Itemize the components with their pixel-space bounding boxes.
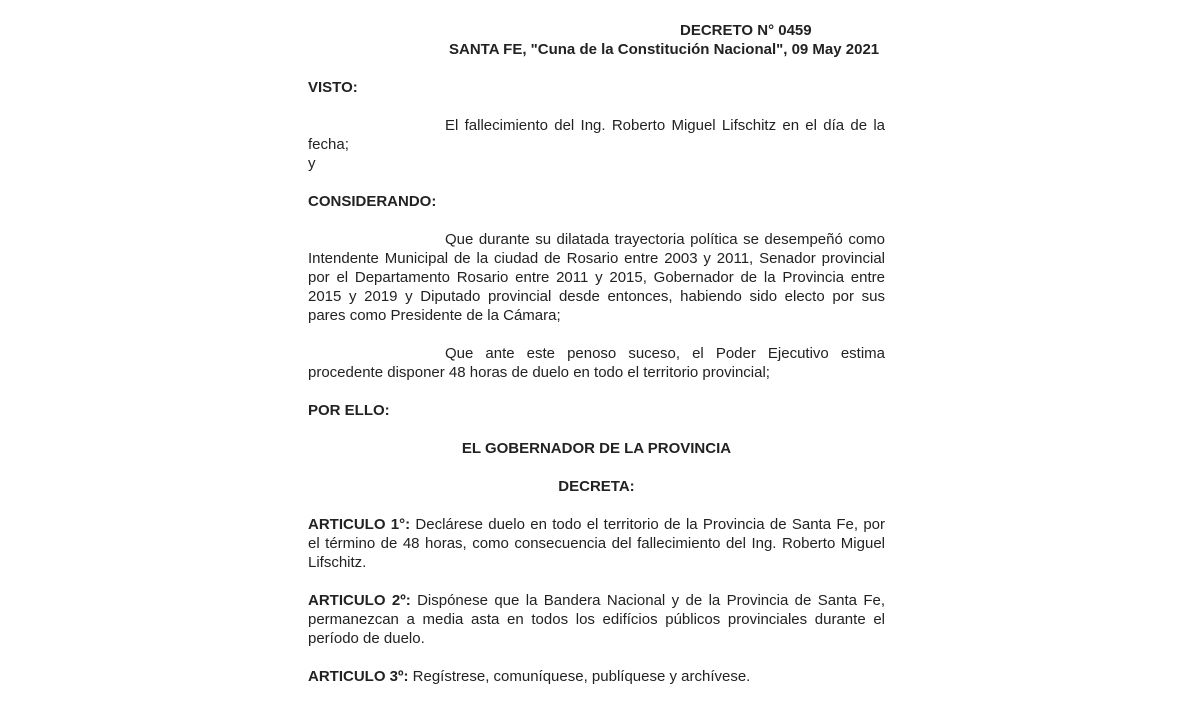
- decree-header: [308, 21, 885, 59]
- article-1-label: ARTICULO 1°:: [308, 516, 411, 533]
- decreta-heading: DECRETA:: [558, 478, 635, 495]
- article-3-paragraph: [308, 667, 885, 686]
- decree-place-date-line: SANTA FE, "Cuna de la Constitución Nacional", 09 May 2021: [449, 41, 880, 58]
- considerando-paragraph-2: Que ante este penoso suceso, el Poder Ejecutivo estima procedente disponer 48 horas de duelo en todo el territorio provincial;: [308, 345, 885, 381]
- article-3-text: Regístrese, comuníquese, publíquese y archívese.: [412, 668, 751, 685]
- article-1-text: Declárese duelo en todo el territorio de la Provincia de Santa Fe, por el término de 48 horas, como consecuencia del fallecimiento del Ing. Roberto Miguel Lifschitz.: [308, 516, 886, 571]
- article-2-text: Dispónese que la Bandera Nacional y de la Provincia de Santa Fe, permanezcan a media asta en todos los edifícios públicos provinciales durante el período de duelo.: [308, 592, 885, 647]
- visto-continuation: y: [308, 155, 316, 172]
- considerando-paragraph-1: Que durante su dilatada trayectoria política se desempeñó como Intendente Municipal de la ciudad de Rosario entre 2003 y 2011, Senador provincial por el Departamento Rosario entre 2011 y 2015, Gobernador de la Provincia entre 2015 y 2019 y Diputado provincial desde entonces, habiendo sido electo por sus pares como Presidente de la Cámara;: [308, 231, 885, 324]
- governor-heading: EL GOBERNADOR DE LA PROVINCIA: [461, 440, 732, 457]
- visto-paragraph: [308, 116, 885, 173]
- article-2-paragraph: [308, 591, 885, 648]
- decree-page: [308, 0, 885, 705]
- article-1-paragraph: [308, 515, 885, 572]
- considerando-heading: CONSIDERANDO:: [308, 193, 437, 210]
- visto-heading: VISTO:: [308, 79, 358, 96]
- decree-number-line: DECRETO N° 0459: [680, 22, 812, 39]
- por-ello-heading: POR ELLO:: [308, 402, 390, 419]
- visto-text: El fallecimiento del Ing. Roberto Miguel Lifschitz en el día de la fecha;: [308, 117, 885, 153]
- article-3-label: ARTICULO 3º:: [308, 668, 409, 685]
- article-2-label: ARTICULO 2º:: [308, 592, 411, 609]
